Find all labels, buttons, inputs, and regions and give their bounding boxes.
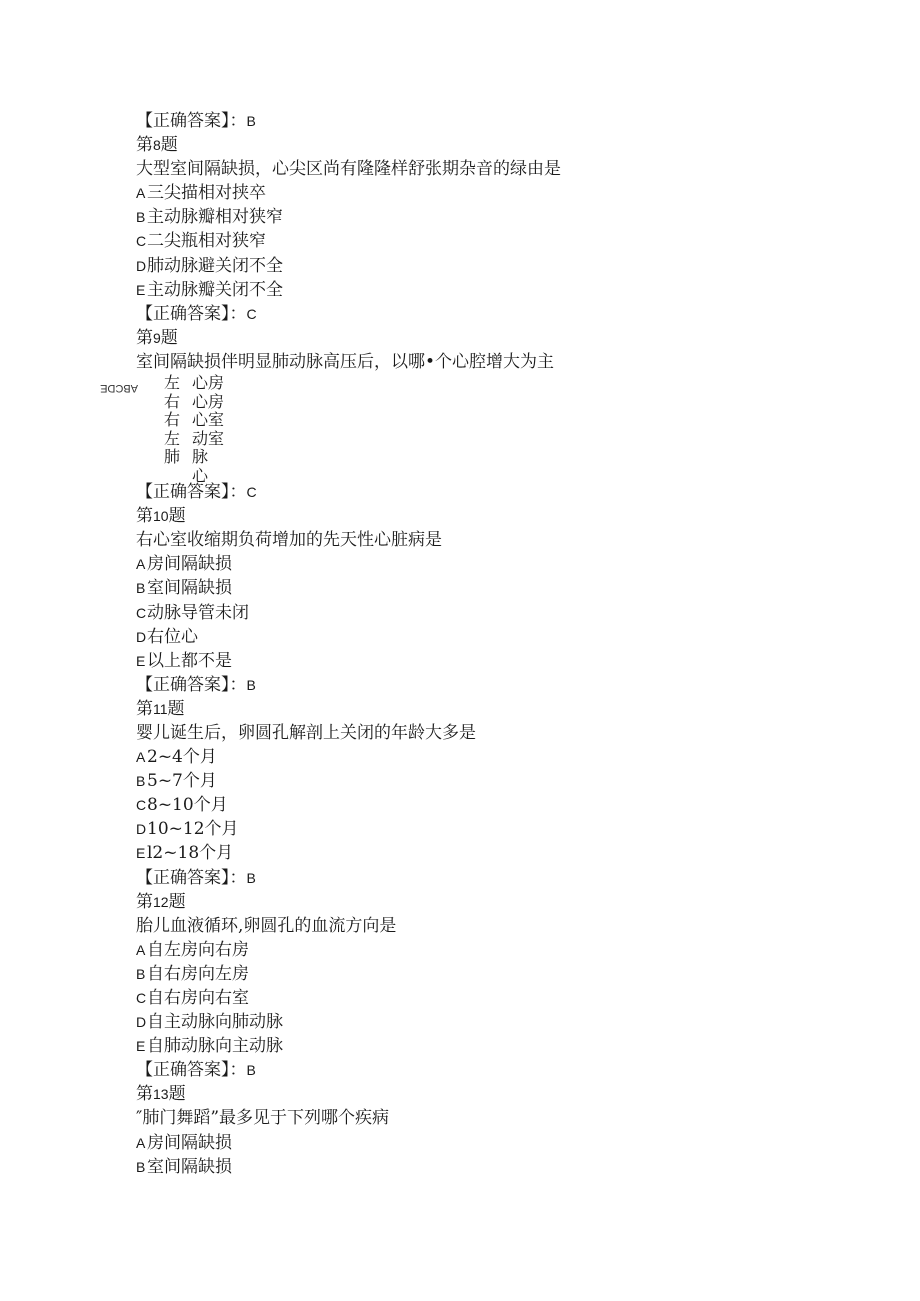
option-letter: B <box>136 965 146 982</box>
option-text: 自右房向左房 <box>147 963 249 984</box>
option-letter: B <box>136 1158 146 1175</box>
option-text: 自右房向右室 <box>147 988 249 1008</box>
option-text: 8~10个月 <box>147 795 228 816</box>
question-number-suffix: 题 <box>160 135 178 156</box>
option-fragment: 心房 <box>192 373 225 393</box>
question-number-prefix: 第 <box>136 135 153 156</box>
option-text: 三尖描相对挟卒 <box>147 183 266 204</box>
answer-option <box>136 986 876 1010</box>
option-fragment: 心 <box>192 465 209 485</box>
option-text: 2~4个月 <box>147 747 217 768</box>
option-letter: C <box>136 797 147 814</box>
answer-option <box>136 1131 876 1155</box>
question-number-suffix: 题 <box>160 327 178 348</box>
question-text: 右心室收缩期负荷增加的先天性心脏病是 <box>136 530 442 551</box>
option-letter: C <box>136 604 147 621</box>
option-letters-rotated: ABCDE <box>100 382 138 395</box>
option-letter: E <box>136 1038 146 1055</box>
answer-option <box>136 1155 876 1179</box>
option-text: 主动脉瓣关闭不全 <box>147 279 283 300</box>
answer-label: 【正确答案】： <box>136 303 247 324</box>
garbled-options <box>100 373 876 485</box>
option-text: 自左房向右房 <box>147 939 249 960</box>
answer-letter: C <box>246 305 257 322</box>
option-letter: C <box>136 990 147 1006</box>
question-number <box>136 133 876 157</box>
question-text: 胎儿血液循环,卵圆孔的血流方向是 <box>136 915 397 936</box>
answer-option <box>136 278 876 302</box>
answer-option <box>136 769 876 793</box>
option-letter: A <box>136 185 146 202</box>
question-number-value: 11 <box>153 700 168 717</box>
answer-option <box>136 649 876 673</box>
option-text: 室间隔缺损 <box>147 1156 232 1177</box>
correct-answer <box>136 302 876 326</box>
option-text: 房间隔缺损 <box>147 554 232 575</box>
option-letter: E <box>136 652 146 669</box>
question-number-prefix: 第 <box>136 506 153 527</box>
answer-option <box>136 205 876 229</box>
option-fragment: 右 <box>164 410 181 430</box>
question-number <box>136 504 876 528</box>
answer-option <box>136 793 876 817</box>
option-text: 10~12个月 <box>147 819 239 840</box>
question-text: 大型室间隔缺损，心尖区尚有隆隆样舒张期杂音的绿由是 <box>136 159 561 180</box>
option-fragment: 左 <box>164 428 181 448</box>
answer-label: 【正确答案】： <box>136 867 247 888</box>
option-letter: D <box>136 821 147 838</box>
option-text: 动脉导管未闭 <box>147 602 249 623</box>
answer-option <box>136 552 876 576</box>
question-number-suffix: 题 <box>168 891 186 912</box>
question-text: 婴儿诞生后，卵圆孔解剖上关闭的年龄大多是 <box>136 722 476 743</box>
question-number-value: 13 <box>153 1086 169 1103</box>
correct-answer <box>136 1058 876 1082</box>
answer-letter: B <box>246 869 256 886</box>
question-number-suffix: 题 <box>168 506 186 527</box>
answer-option <box>136 938 876 962</box>
answer-option <box>136 181 876 205</box>
option-letter: A <box>136 1134 146 1151</box>
question-number-value: 12 <box>153 893 169 910</box>
answer-option <box>136 745 876 769</box>
option-text: 主动脉瓣相对狭窄 <box>147 207 283 228</box>
question-number <box>136 890 876 914</box>
answer-option <box>136 576 876 600</box>
answer-option <box>136 229 876 253</box>
answer-option <box>136 1010 876 1034</box>
option-text: 自主动脉向肺动脉 <box>147 1012 283 1033</box>
question-text: 室间隔缺损伴明显肺动脉高压后，以哪•个心腔增大为主 <box>136 351 555 372</box>
option-fragment: 心室 <box>192 410 225 430</box>
option-letter: A <box>136 556 146 573</box>
question-number <box>136 1082 876 1106</box>
question-number-prefix: 第 <box>136 327 153 348</box>
option-fragment: 左 <box>164 373 181 393</box>
question-text: ″肺门舞蹈”最多见于下列哪个疾病 <box>136 1108 390 1129</box>
answer-option <box>136 841 876 865</box>
answer-letter: B <box>246 1062 256 1079</box>
question-number-prefix: 第 <box>136 1084 153 1105</box>
option-letter: D <box>136 257 147 274</box>
answer-option <box>136 254 876 278</box>
correct-answer <box>136 480 876 504</box>
option-letter: E <box>136 845 146 862</box>
option-letter: A <box>136 941 146 958</box>
correct-answer <box>136 673 876 697</box>
answer-option <box>136 601 876 625</box>
option-fragment: 心房 <box>192 391 225 411</box>
exam-content <box>100 109 876 1179</box>
question-number <box>136 697 876 721</box>
option-column-2 <box>192 374 224 485</box>
option-text: 二尖瓶相对狭窄 <box>147 231 266 252</box>
option-text: 房间隔缺损 <box>147 1132 232 1153</box>
option-fragment: 右 <box>164 391 181 411</box>
answer-option <box>136 1034 876 1058</box>
option-text: 室间隔缺损 <box>147 578 232 599</box>
answer-letter: B <box>246 113 256 129</box>
correct-answer <box>136 109 876 133</box>
option-letter: A <box>136 749 146 766</box>
question-number-suffix: 题 <box>168 1084 186 1105</box>
answer-option <box>136 817 876 841</box>
question-number-value: 10 <box>153 508 169 525</box>
question-number <box>136 326 876 350</box>
question-number-suffix: 题 <box>167 698 185 719</box>
option-text: 以上都不是 <box>147 650 232 671</box>
option-letter: B <box>136 209 146 226</box>
answer-label: 【正确答案】： <box>136 674 247 695</box>
question-number-prefix: 第 <box>136 698 153 719</box>
answer-option <box>136 625 876 649</box>
answer-label: 【正确答案】： <box>136 111 247 131</box>
answer-option <box>136 962 876 986</box>
option-letter: B <box>136 580 146 597</box>
answer-label: 【正确答案】： <box>136 1060 247 1081</box>
answer-letter: B <box>246 676 256 693</box>
option-text: 5~7个月 <box>147 771 217 792</box>
option-letter: D <box>136 1014 147 1031</box>
option-text: l2~18个月 <box>147 843 234 864</box>
option-column-1 <box>164 374 180 467</box>
option-text: 肺动脉避关闭不全 <box>147 255 283 276</box>
option-fragment: 动室 <box>192 428 225 448</box>
option-fragment: 脉 <box>192 447 209 467</box>
option-letter: E <box>136 281 146 298</box>
option-letter: B <box>136 773 146 790</box>
answer-label: 【正确答案】： <box>136 482 247 503</box>
option-letter: D <box>136 628 147 645</box>
option-text: 自肺动脉向主动脉 <box>147 1036 283 1057</box>
correct-answer <box>136 866 876 890</box>
question-number-value: 8 <box>153 137 161 154</box>
option-text: 右位心 <box>147 626 198 647</box>
question-number-prefix: 第 <box>136 891 153 912</box>
option-fragment: 肺 <box>164 447 181 467</box>
question-number-value: 9 <box>153 329 161 346</box>
answer-letter: C <box>246 484 257 501</box>
option-letter: C <box>136 233 147 250</box>
